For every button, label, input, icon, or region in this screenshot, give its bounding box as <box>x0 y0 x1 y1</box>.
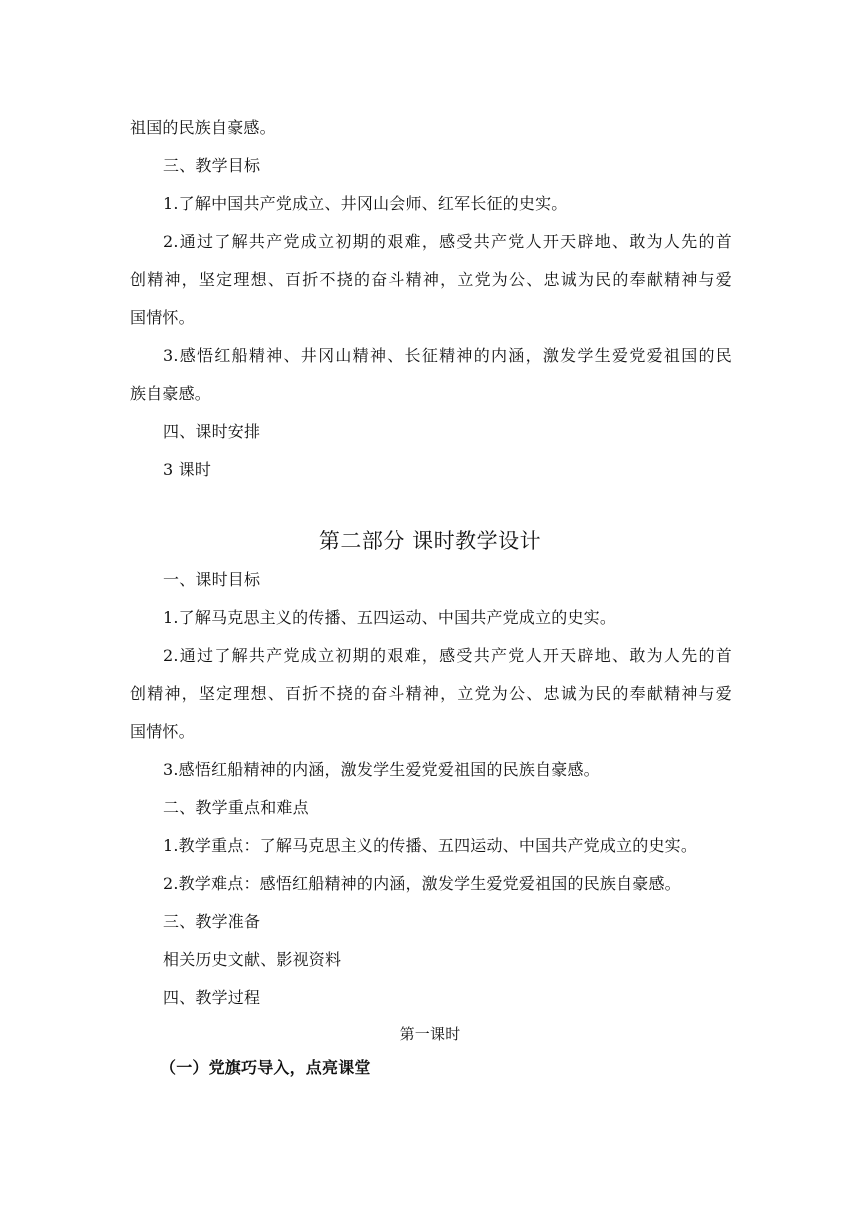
goal-item-2-line-2: 创精神，坚定理想、百折不挠的奋斗精神，立党为公、忠诚为民的奉献精神与爱 <box>130 270 732 289</box>
goal-item-3-line-1: 3.感悟红船精神、井冈山精神、长征精神的内涵，激发学生爱党爱祖国的民 <box>163 346 732 365</box>
lesson-goal-item-2-line-2: 创精神，坚定理想、百折不挠的奋斗精神，立党为公、忠诚为民的奉献精神与爱 <box>130 684 732 703</box>
section-heading-schedule: 四、课时安排 <box>163 422 261 441</box>
schedule-content: 3 课时 <box>163 460 212 479</box>
process-subheading: （一）党旗巧导入，点亮课堂 <box>160 1058 371 1077</box>
preparation-content: 相关历史文献、影视资料 <box>163 950 342 969</box>
continued-paragraph: 祖国的民族自豪感。 <box>130 118 276 137</box>
goal-item-3-line-2: 族自豪感。 <box>130 384 212 403</box>
section-heading-lesson-goals: 一、课时目标 <box>163 570 261 589</box>
goal-item-2-line-1: 2.通过了解共产党成立初期的艰难，感受共产党人开天辟地、敢为人先的首 <box>163 232 732 251</box>
lesson-goal-item-2-line-1: 2.通过了解共产党成立初期的艰难，感受共产党人开天辟地、敢为人先的首 <box>163 646 732 665</box>
section-heading-process: 四、教学过程 <box>163 988 261 1007</box>
goal-item-2-line-3: 国情怀。 <box>130 308 195 327</box>
section-heading-teaching-goals: 三、教学目标 <box>163 156 261 175</box>
section-heading-preparation: 三、教学准备 <box>163 912 261 931</box>
lesson-goal-item-1: 1.了解马克思主义的传播、五四运动、中国共产党成立的史实。 <box>163 608 617 627</box>
lesson-goal-item-3: 3.感悟红船精神的内涵，激发学生爱党爱祖国的民族自豪感。 <box>163 760 600 779</box>
section-heading-key-points: 二、教学重点和难点 <box>163 798 309 817</box>
part-title: 第二部分 课时教学设计 <box>318 529 542 553</box>
goal-item-1: 1.了解中国共产党成立、井冈山会师、红军长征的史实。 <box>163 194 568 213</box>
key-point-item: 1.教学重点：了解马克思主义的传播、五四运动、中国共产党成立的史实。 <box>163 836 698 855</box>
lesson-goal-item-2-line-3: 国情怀。 <box>130 722 195 741</box>
difficulty-item: 2.教学难点：感悟红船精神的内涵，激发学生爱党爱祖国的民族自豪感。 <box>163 874 681 893</box>
lesson-title: 第一课时 <box>399 1025 461 1043</box>
